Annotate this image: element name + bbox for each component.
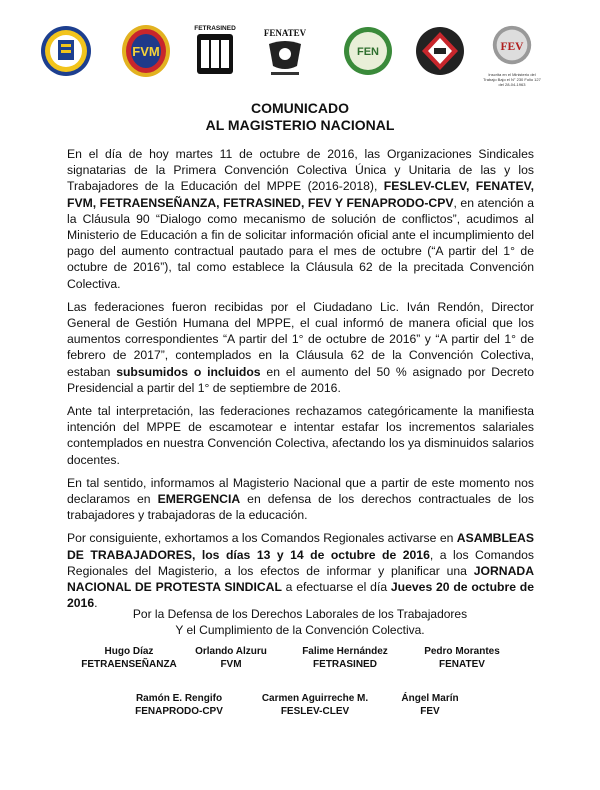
paragraph-3: Ante tal interpretación, las federaciones rechazamos categóricamente la manifiesta intención del MPPE de escamotear e intentar estafar los incrementos salariales contemplados en nuestra Convención Colectiva, afectando los ya disminuidos salarios docentes. [67, 404, 534, 467]
communique-body [67, 146, 534, 618]
fetrasined-logo-text: FETRASINED [194, 25, 236, 32]
fenatev-logo-icon [257, 22, 313, 80]
paragraph-5-text-g: . [94, 596, 98, 611]
signature-name: Falime Hernández [302, 646, 388, 657]
signature-org: FESLEV-CLEV [280, 705, 350, 717]
paragraph-2-text-c: en el aumento del 50 % asignado por Decreto Presidencial a partir del 1° de septiembre de 2016. [67, 364, 534, 395]
signature-name: Ángel Marín [401, 693, 459, 704]
fetrasined-logo-icon [187, 22, 243, 80]
signature-org: FETRASINED [313, 658, 377, 670]
closing-line-2: Y el Cumplimiento de la Convención Colectiva. [175, 622, 425, 637]
signature-name: Ramón E. Rengifo [135, 693, 223, 704]
paragraph-2-bold: subsumidos o incluidos [116, 364, 261, 379]
fev-logo-icon [482, 22, 542, 87]
paragraph-1 [67, 146, 534, 292]
signature-block [256, 693, 374, 718]
fvm-logo-icon [118, 22, 174, 80]
paragraph-1-bold-orgs: FESLEV-CLEV, FENATEV, FVM, FETRAENSEÑANZA, FETRASINED, FEV Y FENAPRODO-CPV [67, 179, 535, 210]
paragraph-1-text-a: En el día de hoy martes 11 de octubre de 2016, las Organizaciones Sindicales signatarias de la Primera Convención Colectiva Única y Unitaria de las y los Trabajadores de la Educación del MPPE (2016-2018), [67, 147, 534, 194]
paragraph-5-text-a: Por consiguiente, exhortamos a los Comandos Regionales activarse en [67, 531, 457, 546]
seal-logo-icon [38, 22, 94, 80]
signature-block [412, 646, 512, 671]
signature-name: Orlando Alzuru [195, 646, 267, 657]
paragraph-4-bold: EMERGENCIA [157, 492, 241, 507]
feslev-logo-icon [412, 22, 468, 80]
signature-org: FEV [420, 705, 440, 717]
title-line-2: AL MAGISTERIO NACIONAL [205, 117, 395, 133]
signature-block [290, 646, 400, 671]
signature-name: Carmen Aguirreche M. [261, 693, 369, 704]
paragraph-2 [67, 299, 534, 396]
signature-org: FETRAENSEÑANZA [81, 658, 177, 670]
fvm-logo-text: FVM [132, 44, 160, 59]
title-line-1: COMUNICADO [251, 100, 349, 116]
signature-org: FENATEV [439, 658, 485, 670]
paragraph-5-bold-assemblies: ASAMBLEAS DE TRABAJADORES, los días 13 y 14 de octubre de 2016 [67, 531, 534, 562]
signature-name: Pedro Morantes [424, 646, 500, 657]
paragraph-1-text-c: , en atención a la Cláusula 90 “Dialogo como mecanismo de solución de conflictos”, acudimos al Ministerio de Educación a fin de solicitar información oficial ante el incumplimiento del pago del aumento contractual pautado para el mes de octubre (“A partir del 1° de octubre de 2016”), tal como establece la Cláusula 62 de la precitada Convención Colectiva. [67, 195, 534, 291]
paragraph-5-text-c: , a los Comandos Regionales del Magisterio, a los efectos de informar y planificar una [67, 547, 534, 578]
paragraph-2-text-a: Las federaciones fueron recibidas por el Ciudadano Lic. Iván Rendón, Director General de Gestión Humana del MPPE, el cual informó de manera oficial que los aumentos correspondientes “A partir del 1° de octubre de 2016” y “A partir del 1° de febrero de 2017”, contemplados en la Cláusula 62 de la Convención Colectiva, estaban [67, 299, 534, 379]
signature-block [74, 646, 184, 671]
logo-strip [0, 22, 600, 87]
paragraph-5-bold-protest: JORNADA NACIONAL DE PROTESTA SINDICAL [67, 563, 534, 595]
paragraph-5-text-e: a efectuarse el día [281, 580, 391, 595]
signature-org: FENAPRODO-CPV [135, 705, 223, 717]
fev-logo-text: FEV [500, 40, 524, 53]
paragraph-4-text-a: En tal sentido, informamos al Magisterio Nacional que a partir de este momento nos declaramos en [67, 475, 534, 507]
fenatev-logo-text: FENATEV [263, 28, 307, 38]
closing-statement [0, 607, 600, 638]
paragraph-5-bold-date: Jueves 20 de octubre de 2016 [67, 580, 535, 611]
fenaprodo-logo-text: FEN [357, 46, 379, 58]
paragraph-4 [67, 475, 534, 524]
fev-logo-caption: Inscrita en el Ministerio del Trabajo Bajo el N° 230 Folio 127 del 28-04-1963 [483, 72, 541, 87]
page-title [0, 100, 600, 134]
signature-block [186, 646, 276, 671]
paragraph-5 [67, 530, 534, 611]
paragraph-4-text-c: en defensa de los derechos contractuales de los trabajadores y trabajadoras de la educación. [67, 492, 534, 523]
fenaprodo-logo-icon [340, 22, 396, 80]
signature-block [390, 693, 470, 718]
signature-org: FVM [220, 658, 242, 670]
closing-line-1: Por la Defensa de los Derechos Laborales de los Trabajadores [132, 607, 468, 621]
signature-name: Hugo Díaz [104, 646, 154, 657]
signature-block [124, 693, 234, 718]
